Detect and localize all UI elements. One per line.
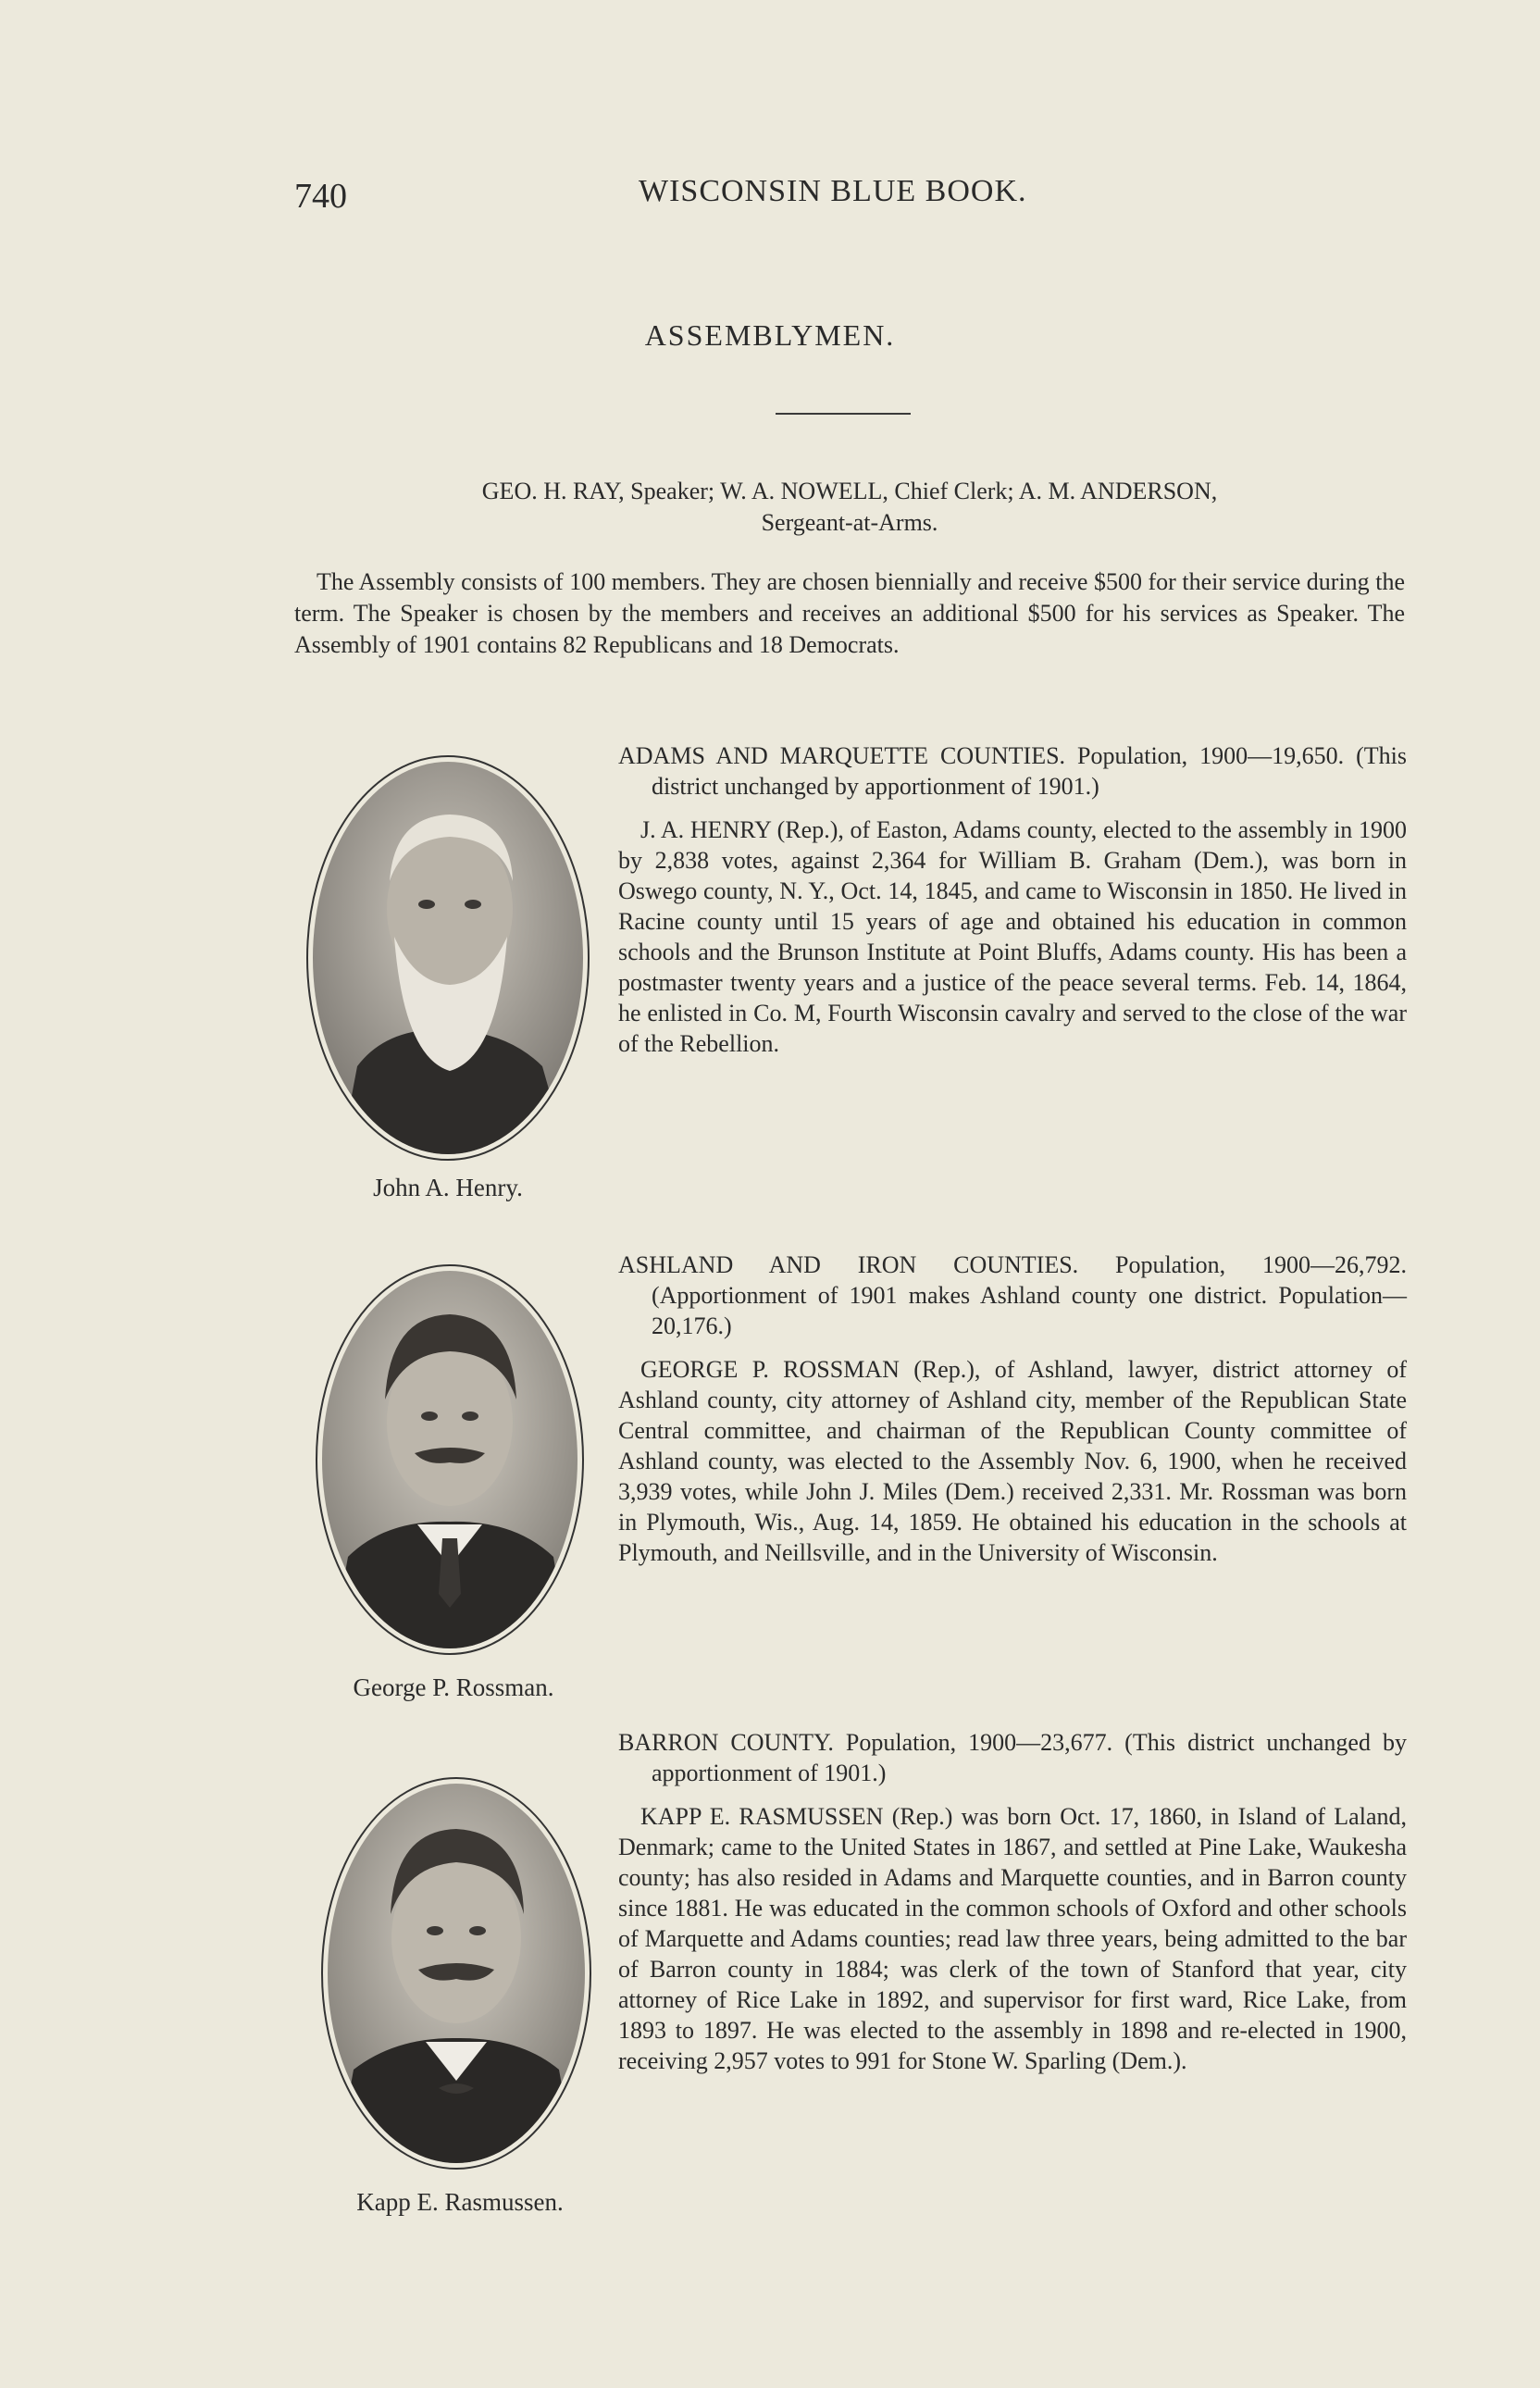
county-heading: ASHLAND AND IRON COUNTIES. Population, 1900—26,792. (Apportionment of 1901 makes Ashland county one district. Population—20,176.): [618, 1251, 1407, 1339]
portrait-caption: George P. Rossman.: [353, 1673, 554, 1701]
entry-adams-marquette: [618, 740, 1407, 1059]
entry-barron: [618, 1727, 1407, 2076]
officers-line-2: Sergeant-at-Arms.: [761, 509, 938, 536]
portrait-john-a-henry: [302, 752, 594, 1164]
intro-paragraph: The Assembly consists of 100 members. They are chosen biennially and receive $500 for their service during the term. The Speaker is chosen by the members and receives an additional $500 for his services as Speaker. The Assembly of 1901 contains 82 Republicans and 18 Democrats.: [294, 568, 1405, 658]
portrait-kapp-e-rasmussen: [317, 1773, 596, 2173]
title-divider: [776, 413, 911, 415]
assembly-officers: [294, 476, 1405, 539]
county-heading: ADAMS AND MARQUETTE COUNTIES. Population, 1900—19,650. (This district unchanged by apportionment of 1901.): [618, 742, 1407, 800]
portrait-george-p-rossman: [311, 1261, 589, 1659]
entry-ashland-iron: [618, 1250, 1407, 1568]
section-title: ASSEMBLYMEN.: [644, 318, 896, 352]
portrait-caption: John A. Henry.: [373, 1174, 523, 1201]
biography-paragraph: KAPP E. RASMUSSEN (Rep.) was born Oct. 17, 1860, in Island of Laland, Denmark; came to the United States in 1867, and settled at Pine Lake, Waukesha county; has also resided in Adams and Marquette counties, and in Barron county since 1881. He was educated in the common schools of Oxford and other schools of Marquette and Adams counties; read law three years, being admitted to the bar of Barron county in 1884; was clerk of the town of Stanford that year, city attorney of Rice Lake in 1892, and supervisor for first ward, Rice Lake, from 1893 to 1897. He was elected to the assembly in 1898 and re-elected in 1900, receiving 2,957 votes to 991 for Stone W. Sparling (Dem.).: [618, 1803, 1407, 2074]
officers-line-1: GEO. H. RAY, Speaker; W. A. NOWELL, Chief Clerk; A. M. ANDERSON,: [481, 478, 1218, 504]
biography-paragraph: J. A. HENRY (Rep.), of Easton, Adams county, elected to the assembly in 1900 by 2,838 votes, against 2,364 for William B. Graham (Dem.), was born in Oswego county, N. Y., Oct. 14, 1845, and came to Wisconsin in 1850. He lived in Racine county until 15 years of age and obtained his education in common schools and the Brunson Institute at Point Bluffs, Adams county. His has been a postmaster twenty years and a justice of the peace several terms. Feb. 14, 1864, he enlisted in Co. M, Fourth Wisconsin cavalry and served to the close of the war of the Rebellion.: [618, 816, 1407, 1057]
page-number: 740: [294, 177, 347, 216]
portrait-caption: Kapp E. Rasmussen.: [356, 2188, 564, 2216]
county-heading: BARRON COUNTY. Population, 1900—23,677. (This district unchanged by apportionment of 1901.): [618, 1729, 1407, 1786]
biography-paragraph: GEORGE P. ROSSMAN (Rep.), of Ashland, lawyer, district attorney of Ashland county, city attorney of Ashland city, member of the Republican State Central committee, and chairman of the Republican County committee of Ashland county, was elected to the Assembly Nov. 6, 1900, when he received 3,939 votes, while John J. Miles (Dem.) received 2,331. Mr. Rossman was born in Plymouth, Wis., Aug. 14, 1859. He obtained his education in the schools at Plymouth, and Neillsville, and in the University of Wisconsin.: [618, 1356, 1407, 1566]
running-head: WISCONSIN BLUE BOOK.: [639, 174, 1027, 208]
